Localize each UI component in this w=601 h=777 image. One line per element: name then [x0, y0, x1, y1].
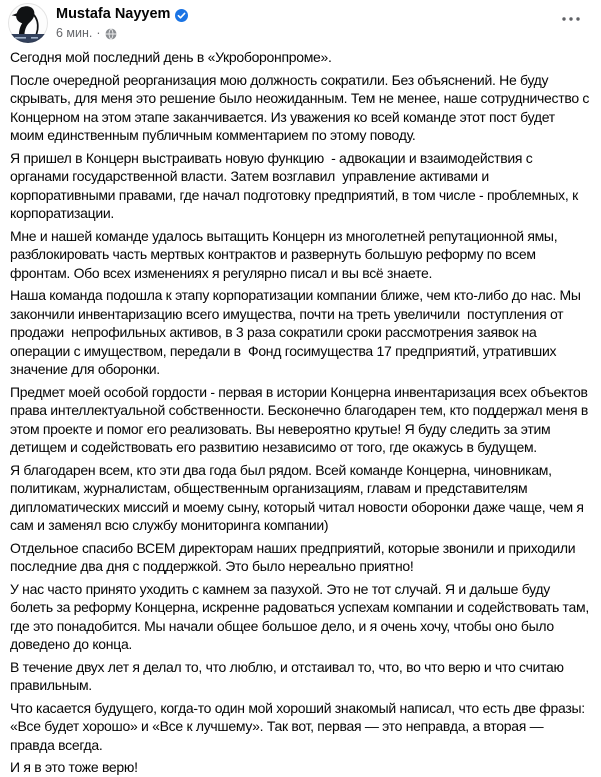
verified-check-icon: [175, 9, 188, 22]
post-paragraph: Мне и нашей команде удалось вытащить Концерн из многолетней репутационной ямы, разблокировать часть мертвых контрактов и развернуть большую реформу по всем фронтам. Обо всех изменениях я регулярно писал и вы всё знаете.: [10, 227, 561, 281]
post-body-text: [0, 43, 601, 777]
meta-separator: ·: [96, 26, 101, 40]
avatar-illustration: [8, 3, 48, 43]
profile-avatar[interactable]: [8, 3, 48, 43]
post-paragraph: У нас часто принято уходить с камнем за пазухой. Это не тот случай. Я и дальше буду болеть за реформу Концерна, искренне радоваться успехам компании и содействовать там, где это понадобится. Мы начали общее большое дело, и я очень хочу, чтобы оно было доведено до конца.: [10, 580, 593, 652]
post-paragraph: После очередной реорганизация мою должность сократили. Без объяснений. Не буду скрывать, для меня это решение было неожиданным. Тем не менее, наше сотрудничество с Концерном на этом этапе заканчивается. Из уважения ко всей команде этот пост будет моим единственным публичным комментарием по этому поводу.: [10, 71, 593, 143]
globe-public-icon: [105, 28, 117, 40]
author-name[interactable]: Mustafa Nayyem: [56, 6, 171, 22]
post-paragraph: Отдельное спасибо ВСЕМ директорам наших предприятий, которые звонили и приходили последние два дня с поддержкой. Это было нереально приятно!: [10, 539, 579, 574]
post-paragraph: Я благодарен всем, кто эти два года был рядом. Всей команде Концерна, чиновникам, политикам, журналистам, общественным организациям, главам и представителям дипломатических миссий и моему сыну, который читал новости оборонки даже чаще, чем я сам и заменял всю службу мониторинга компании): [10, 461, 588, 533]
post-paragraph: И я в это тоже верю!: [10, 759, 138, 775]
ellipsis-menu-icon: [562, 17, 580, 21]
post-paragraph: Наша команда подошла к этапу корпоратизации компании ближе, чем кто-либо до нас. Мы закончили инвентаризацию всего имущества, почти на треть увеличили поступления от продажи непрофильных активов, в 3 раза сократили сроки рассмотрения заявок на операции с имуществом, передали в Фонд госимущества 17 предприятий, утративших значение для оборонки.: [10, 287, 585, 377]
post-timestamp[interactable]: 6 мин.: [56, 26, 93, 40]
post-header-info: [56, 3, 188, 41]
post-paragraph: Я пришел в Концерн выстраивать новую функцию - адвокации и взаимодействия с органами государственной власти. Затем возглавил управление активами и корпоративными правами, где начал подготовку предприятий, в том числе - проблемных, к корпоратизации.: [10, 149, 582, 221]
post-paragraph: Предмет моей особой гордости - первая в истории Концерна инвентаризация всех объектов права интеллектуальной собственности. Бесконечно благодарен тем, кто поддержал меня в этом проекте и помог его реализовать. Вы невероятно крутые! Я буду следить за этим детищем и содействовать его развитию независимо от того, где окажусь в будущем.: [10, 383, 592, 455]
post-header: [0, 0, 601, 43]
post-options-button[interactable]: [557, 8, 585, 30]
post-paragraph: В течение двух лет я делал то, что люблю, и отстаивал то, что, во что верю и что считаю правильным.: [10, 658, 568, 693]
post-paragraph: Что касается будущего, когда-то один мой хороший знакомый написал, что есть две фразы: «Все будет хорошо» и «Все к лучшему». Так вот, первая — это неправда, а вторая — правда всегда.: [10, 699, 589, 753]
author-name-row: [56, 5, 188, 24]
post-paragraph: Сегодня мой последний день в «Укроборонпроме».: [10, 49, 332, 65]
post-meta-row: [56, 25, 188, 41]
